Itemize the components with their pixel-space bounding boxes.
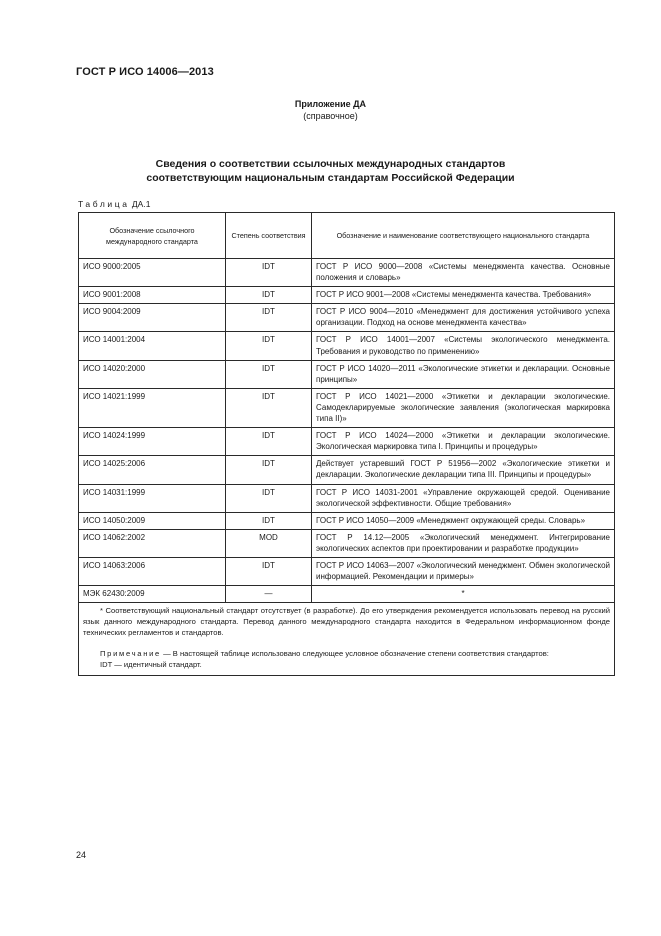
international-standard-cell: ИСО 14031:1999 <box>79 484 226 512</box>
table-row <box>79 388 615 427</box>
international-standard-cell: ИСО 9000:2005 <box>79 259 226 287</box>
section-title <box>0 157 661 185</box>
degree-cell: IDT <box>226 287 312 304</box>
international-standard-cell: ИСО 14021:1999 <box>79 388 226 427</box>
national-standard-cell: ГОСТ Р ИСО 14063—2007 «Экологический менеджмент. Обмен экологической информацией. Рекомендации и примеры» <box>312 557 615 585</box>
document-code: ГОСТ Р ИСО 14006—2013 <box>76 66 214 78</box>
table-row <box>79 529 615 557</box>
degree-cell: IDT <box>226 456 312 484</box>
national-standard-cell: ГОСТ Р ИСО 9001—2008 «Системы менеджмента качества. Требования» <box>312 287 615 304</box>
national-standard-cell: ГОСТ Р ИСО 9000—2008 «Системы менеджмента качества. Основные положения и словарь» <box>312 259 615 287</box>
correspondence-table <box>78 212 615 676</box>
section-title-line-1: Сведения о соответствии ссылочных международных стандартов <box>155 158 506 170</box>
degree-cell: IDT <box>226 484 312 512</box>
degree-cell: IDT <box>226 428 312 456</box>
national-standard-cell: Действует устаревший ГОСТ Р 51956—2002 «Экологические этикетки и декларации. Экологические декларации типа III. Принципы и процедуры» <box>312 456 615 484</box>
national-standard-cell: ГОСТ Р ИСО 14031-2001 «Управление окружающей средой. Оценивание экологической эффективности. Общие требования» <box>312 484 615 512</box>
international-standard-cell: ИСО 14050:2009 <box>79 512 226 529</box>
appendix-heading <box>0 98 661 122</box>
degree-cell: IDT <box>226 304 312 332</box>
degree-cell: IDT <box>226 388 312 427</box>
table-caption <box>78 199 150 209</box>
table-caption-word: Таблица <box>78 199 130 209</box>
table-row <box>79 332 615 360</box>
table-row <box>79 428 615 456</box>
national-standard-cell: ГОСТ Р ИСО 14021—2000 «Этикетки и декларации экологические. Самодекларируемые экологические заявления (экологическая маркировка типа II)» <box>312 388 615 427</box>
table-footnote-cell <box>79 603 615 675</box>
table-row <box>79 259 615 287</box>
national-standard-cell: * <box>312 586 615 603</box>
degree-cell: IDT <box>226 512 312 529</box>
international-standard-cell: МЭК 62430:2009 <box>79 586 226 603</box>
appendix-label: Приложение ДА <box>294 99 367 109</box>
degree-cell: — <box>226 586 312 603</box>
national-standard-cell: ГОСТ Р ИСО 9004—2010 «Менеджмент для достижения устойчивого успеха организации. Подход на основе менеджмента качества» <box>312 304 615 332</box>
national-standard-cell: ГОСТ Р 14.12—2005 «Экологический менеджмент. Интегрирование экологических аспектов при проектировании и разработке продукции» <box>312 529 615 557</box>
note-label: Примечание <box>100 648 161 658</box>
international-standard-cell: ИСО 14025:2006 <box>79 456 226 484</box>
page-number: 24 <box>76 850 87 860</box>
national-standard-cell: ГОСТ Р ИСО 14020—2011 «Экологические этикетки и декларации. Основные принципы» <box>312 360 615 388</box>
note-body: — В настоящей таблице использовано следующее условное обозначение степени соответствия стандартов: <box>163 648 549 658</box>
footnote-text: * Соответствующий национальный стандарт отсутствует (в разработке). До его утверждения рекомендуется использовать перевод на русский язык данного международного стандарта. Перевод данного международного стандарта находится в Федеральном информационном фонде технических регламентов и стандартов. <box>83 606 610 638</box>
degree-cell: IDT <box>226 259 312 287</box>
table-row <box>79 287 615 304</box>
international-standard-cell: ИСО 14063:2006 <box>79 557 226 585</box>
national-standard-cell: ГОСТ Р ИСО 14024—2000 «Этикетки и декларации экологические. Экологическая маркировка типа I. Принципы и процедуры» <box>312 428 615 456</box>
table-row <box>79 557 615 585</box>
international-standard-cell: ИСО 9001:2008 <box>79 287 226 304</box>
appendix-kind: (справочное) <box>303 111 358 121</box>
national-standard-cell: ГОСТ Р ИСО 14050—2009 «Менеджмент окружающей среды. Словарь» <box>312 512 615 529</box>
header-international-standard: Обозначение ссылочного международного стандарта <box>79 213 226 259</box>
degree-cell: IDT <box>226 557 312 585</box>
table-footnote-row <box>79 603 615 675</box>
international-standard-cell: ИСО 9004:2009 <box>79 304 226 332</box>
table-header-row <box>79 213 615 259</box>
table-row <box>79 586 615 603</box>
international-standard-cell: ИСО 14001:2004 <box>79 332 226 360</box>
degree-cell: IDT <box>226 332 312 360</box>
degree-cell: MOD <box>226 529 312 557</box>
table-row <box>79 512 615 529</box>
degree-cell: IDT <box>226 360 312 388</box>
table-row <box>79 456 615 484</box>
note-item: IDT — идентичный стандарт. <box>100 659 202 669</box>
table-row <box>79 484 615 512</box>
international-standard-cell: ИСО 14024:1999 <box>79 428 226 456</box>
national-standard-cell: ГОСТ Р ИСО 14001—2007 «Системы экологического менеджмента. Требования и руководство по применению» <box>312 332 615 360</box>
table-caption-number: ДА.1 <box>131 199 151 209</box>
note-text <box>83 648 610 659</box>
section-title-line-2: соответствующим национальным стандартам Российской Федерации <box>146 172 515 184</box>
table-row <box>79 304 615 332</box>
table-row <box>79 360 615 388</box>
international-standard-cell: ИСО 14062:2002 <box>79 529 226 557</box>
header-national-standard: Обозначение и наименование соответствующего национального стандарта <box>312 213 615 259</box>
international-standard-cell: ИСО 14020:2000 <box>79 360 226 388</box>
header-degree: Степень соответствия <box>226 213 312 259</box>
